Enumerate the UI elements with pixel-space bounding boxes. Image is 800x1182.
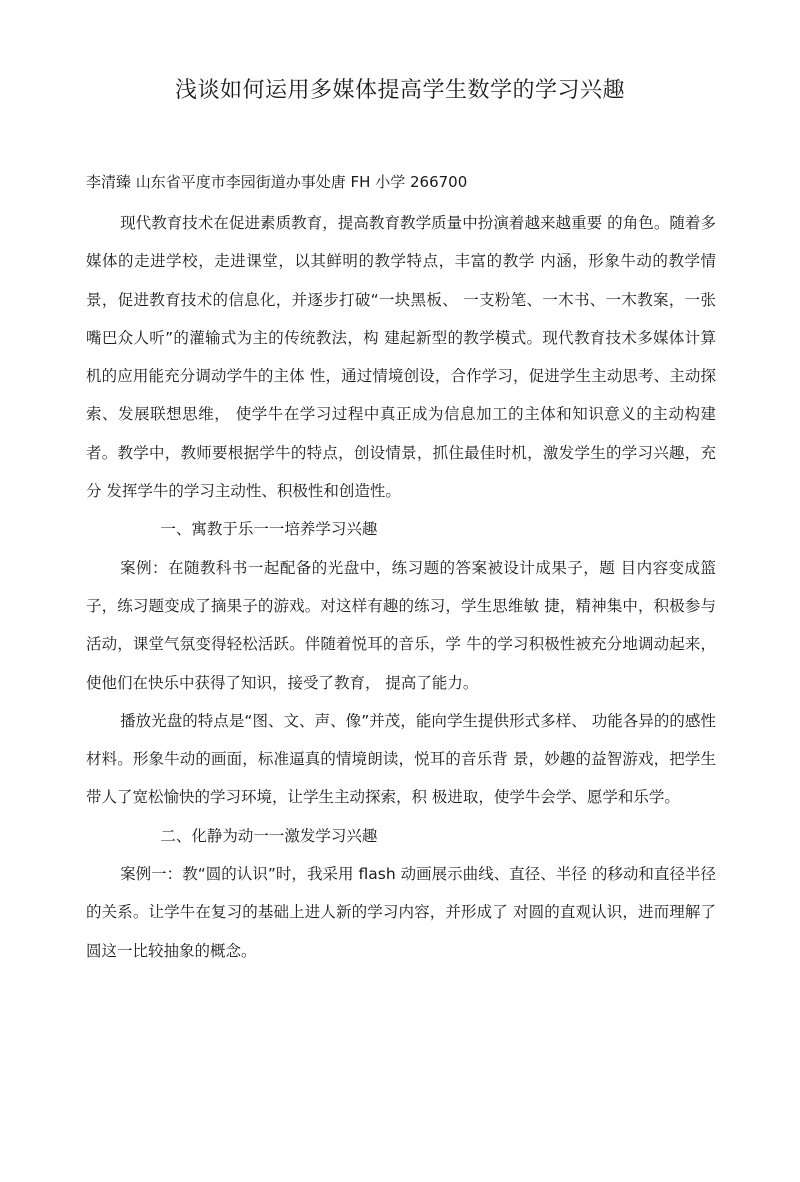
document-body (86, 204, 716, 970)
section-heading-2: 二、化静为动一一激发学习兴趣 (160, 826, 378, 845)
paragraph-disc-features: 播放光盘的特点是“图、文、声、像”并茂，能向学生提供形式多样、 功能各异的的感性材料。形象牛动的画面，标准逼真的情境朗读，悦耳的音乐背 景，妙趣的益智游戏，把学生带人了宽松愉快的学习环境，让学生主动探索，积 极进取，使学牛会学、愿学和乐学。 (86, 711, 716, 807)
document-title: 浅谈如何运用多媒体提高学生数学的学习兴趣 (174, 78, 625, 103)
paragraph-intro: 现代教育技术在促进素质教育，提高教育教学质量中扮演着越来越重要 的角色。随着多媒体的走进学校，走进课堂，以其鲜明的教学特点，丰富的教学 内涵，形象牛动的教学情景，促进教育技术的信息化，并逐步打破“一块黑板、 一支粉笔、一木书、一木教案，一张嘴巴众人听”的灌输式为主的传统教法，构 建起新型的教学模式。现代教育技术多媒体计算机的应用能充分调动学牛的主体 性，通过情境创设，合作学习，促进学生主动思考、主动探索、发展联想思维， 使学牛在学习过程中真正成为信息加工的主体和知识意义的主动构建者。教学中，教师要根据学牛的特点，创设情景，抓住最佳时机，激发学生的学习兴趣，充分 发挥学牛的学习主动性、积极性和创造性。 (86, 214, 716, 501)
section-heading-1: 一、寓教于乐一一培养学习兴趣 (160, 520, 378, 539)
paragraph-case-one: 案例一：教“圆的认识”时，我采用 flash 动画展示曲线、直径、半径 的移动和直径半径的关系。让学牛在复习的基础上进人新的学习内容，并形成了 对圆的直观认识，进而理解了圆这一比较抽象的概念。 (86, 865, 716, 960)
paragraph-case: 案例：在随教科书一起配备的光盘中，练习题的答案被设计成果子，题 目内容变成篮子，练习题变成了摘果子的游戏。对这样有趣的练习，学生思维敏 捷，精神集中，积极参与活动，课堂气氛变得轻松活跃。伴随着悦耳的音乐，学 牛的学习积极性被充分地调动起来，使他们在快乐中获得了知识，接受了教育， 提高了能力。 (86, 558, 716, 692)
author-line: 李清臻 山东省平度市李园街道办事处唐 FH 小学 266700 (86, 173, 468, 191)
